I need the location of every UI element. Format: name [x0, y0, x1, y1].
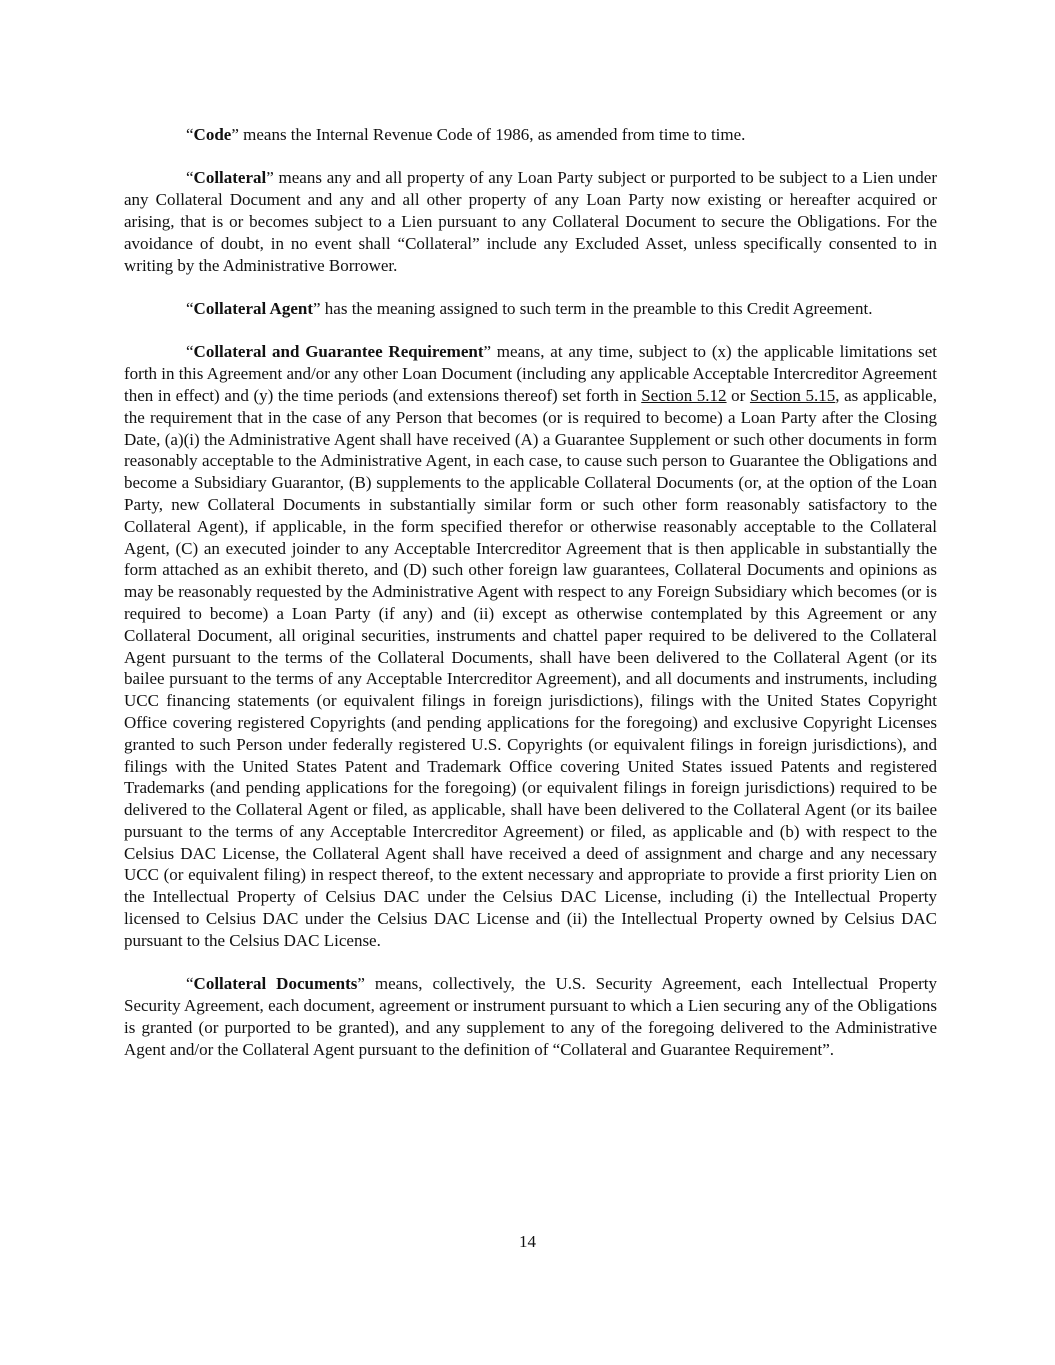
definition-text: , as applicable, the requirement that in the case of any Person that becomes (or is required to become) a Loan Party after the Closing Date, (a)(i) the Administrative Agent shall have received (A) a Guarantee Supplement or such other documents in form reasonably acceptable to the Administrative Agent, in each case, to cause such person to Guarantee the Obligations and become a Subsidiary Guarantor, (B) supplements to the applicable Collateral Documents (or, at the option of the Loan Party, new Collateral Documents in substantially similar form or such other form reasonably satisfactory to the Collateral Agent), if applicable, in the form specified therefor or otherwise reasonably acceptable to the Collateral Agent, (C) an executed joinder to any Acceptable Intercreditor Agreement that is then applicable in substantially the form attached as an exhibit thereto, and (D) such other foreign law guarantees, Collateral Documents and opinions as may be reasonably requested by the Administrative Agent with respect to any Foreign Subsidiary which becomes (or is required to become) a Loan Party (if any) and (ii) except as otherwise contemplated by this Agreement or any Collateral Document, all original securities, instruments and chattel paper required to be delivered to the Collateral Agent pursuant to the terms of the Collateral Documents, shall have been delivered to the Collateral Agent (or its bailee pursuant to the terms of any Acceptable Intercreditor Agreement), and all documents and instruments, including UCC financing statements (or equivalent filings in foreign jurisdictions), filings with the United States Copyright Office covering registered Copyrights (and pending applications for the foregoing) and exclusive Copyright Licenses granted to such Person under federally registered U.S. Copyrights (or equivalent filings in foreign jurisdictions), and filings with the United States Patent and Trademark Office covering United States issued Patents and registered Trademarks (and pending applications for the foregoing) (or equivalent filings in foreign jurisdictions) required to be delivered to the Collateral Agent or filed, as applicable, shall have been delivered to the Collateral Agent (or its bailee pursuant to the terms of any Acceptable Intercreditor Agreement) or filed, as applicable and (b) with respect to the Celsius DAC License, the Collateral Agent shall have received a deed of assignment and charge and any necessary UCC (or equivalent filing) in respect thereof, to the extent necessary and appropriate to provide a first priority Lien on the Intellectual Property of Celsius DAC under the Celsius DAC License, including (i) the Intellectual Property licensed to Celsius DAC under the Celsius DAC License and (ii) the Intellectual Property owned by Celsius DAC pursuant to the Celsius DAC License. — [124, 385, 937, 950]
definition-code: “Code” means the Internal Revenue Code of 1986, as amended from time to time. — [186, 125, 746, 144]
definition-text: means, at any time, subject to (x) the applicable limitations set forth in this Agreement and/or any other Loan Document (including any applicable Acceptable Intercreditor Agreement then in effect) and (y) the time periods (and extensions thereof) set forth in — [124, 342, 937, 405]
defined-term: Collateral Documents — [193, 974, 358, 994]
definition-text: has the meaning assigned to such term in the preamble to this Credit Agreement. — [320, 298, 873, 318]
definition-collateral: “Collateral” means any and all property of any Loan Party subject or purported to be subject to a Lien under any Collateral Document and any and all other property of any Loan Party now existing or hereafter acquired or arising, that is or becomes subject to a Lien pursuant to any Collateral Document to secure the Obligations. For the avoidance of doubt, in no event shall “Collateral” include any Excluded Asset, unless specifically consented to in writing by the Administrative Borrower. — [124, 168, 937, 275]
defined-term: Collateral Agent — [193, 298, 313, 318]
document-page — [124, 124, 937, 1082]
defined-term: Collateral — [193, 168, 267, 188]
defined-term: Code — [193, 125, 232, 144]
definition-collateral-agent: “Collateral Agent” has the meaning assigned to such term in the preamble to this Credit Agreement. — [186, 298, 873, 318]
definition-collateral-documents: “Collateral Documents” means, collectively, the U.S. Security Agreement, each Intellectual Property Security Agreement, each document, agreement or instrument pursuant to which a Lien securing any of the Obligations is granted (or purported to be granted), and any supplement to any of the foregoing delivered to the Administrative Agent and/or the Collateral Agent pursuant to the definition of “Collateral and Guarantee Requirement”. — [124, 974, 937, 1059]
definition-text: means, collectively, the U.S. Security Agreement, each Intellectual Property Security Agreement, each document, agreement or instrument pursuant to which a Lien securing any of the Obligations is granted (or purported to be granted), and any supplement to any of the foregoing delivered to the Administrative Agent and/or the Collateral Agent pursuant to the definition of “Collateral and Guarantee Requirement”. — [124, 974, 937, 1059]
definition-text: means the Internal Revenue Code of 1986, as amended from time to time. — [238, 125, 746, 144]
section-reference-link[interactable]: Section 5.15 — [749, 385, 836, 405]
defined-term: Collateral and Guarantee Requirement — [193, 342, 484, 362]
section-reference-link[interactable]: Section 5.12 — [641, 385, 727, 405]
definition-collateral-and-guarantee-requirement: “Collateral and Guarantee Requirement” means, at any time, subject to (x) the applicable limitations set forth in this Agreement and/or any other Loan Document (including any applicable Acceptable Intercreditor Agreement then in effect) and (y) the time periods (and extensions thereof) set forth in Section 5.12 or Section 5.15, as applicable, the requirement that in the case of any Person that becomes (or is required to become) a Loan Party after the Closing Date, (a)(i) the Administrative Agent shall have received (A) a Guarantee Supplement or such other documents in form reasonably acceptable to the Administrative Agent, in each case, to cause such person to Guarantee the Obligations and become a Subsidiary Guarantor, (B) supplements to the applicable Collateral Documents (or, at the option of the Loan Party, new Collateral Documents in substantially similar form or such other form reasonably satisfactory to the Collateral Agent), if applicable, in the form specified therefor or otherwise reasonably acceptable to the Collateral Agent, (C) an executed joinder to any Acceptable Intercreditor Agreement that is then applicable in substantially the form attached as an exhibit thereto, and (D) such other foreign law guarantees, Collateral Documents and opinions as may be reasonably requested by the Administrative Agent with respect to any Foreign Subsidiary which becomes (or is required to become) a Loan Party (if any) and (ii) except as otherwise contemplated by this Agreement or any Collateral Document, all original securities, instruments and chattel paper required to be delivered to the Collateral Agent pursuant to the terms of the Collateral Documents, shall have been delivered to the Collateral Agent (or its bailee pursuant to the terms of any Acceptable Intercreditor Agreement), and all documents and instruments, including UCC financing statements (or equivalent filings in foreign jurisdictions), filings with the United States Copyright Office covering registered Copyrights (and pending applications for the foregoing) and exclusive Copyright Licenses granted to such Person under federally registered U.S. Copyrights (or equivalent filings in foreign jurisdictions), and filings with the United States Patent and Trademark Office covering United States issued Patents and registered Trademarks (and pending applications for the foregoing) (or equivalent filings in foreign jurisdictions) required to be delivered to the Collateral Agent or filed, as applicable, shall have been delivered to the Collateral Agent (or its bailee pursuant to the terms of any Acceptable Intercreditor Agreement) or filed, as applicable and (b) with respect to the Celsius DAC License, the Collateral Agent shall have received a deed of assignment and charge and any necessary UCC (or equivalent filing) in respect thereof, to the extent necessary and appropriate to provide a first priority Lien on the Intellectual Property of Celsius DAC under the Celsius DAC License, including (i) the Intellectual Property licensed to Celsius DAC under the Celsius DAC License and (ii) the Intellectual Property owned by Celsius DAC pursuant to the Celsius DAC License. — [124, 342, 937, 950]
definition-text: means any and all property of any Loan Party subject or purported to be subject to a Lien under any Collateral Document and any and all other property of any Loan Party now existing or hereafter acquired or arising, that is or becomes subject to a Lien pursuant to any Collateral Document to secure the Obligations. For the avoidance of doubt, in no event shall “Collateral” include any Excluded Asset, unless specifically consented to in writing by the Administrative Borrower. — [124, 168, 937, 275]
page-number: 14 — [519, 1232, 536, 1251]
